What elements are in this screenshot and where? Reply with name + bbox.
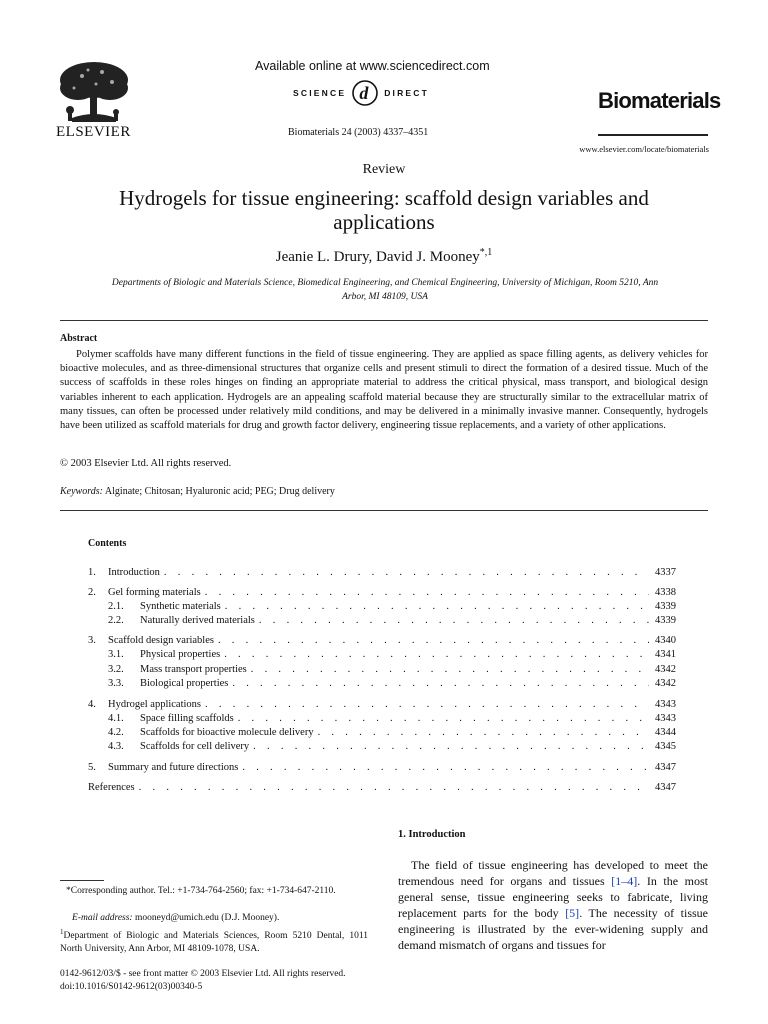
toc-row[interactable]	[88, 782, 676, 796]
keywords-list: Alginate; Chitosan; Hyaluronic acid; PEG; Drug delivery	[104, 486, 335, 497]
divider	[60, 320, 708, 321]
toc-leader-dots	[238, 713, 649, 724]
toc-page-number: 4340	[655, 635, 676, 646]
reference-link[interactable]: [1–4]	[611, 874, 638, 888]
toc-number: 3.2.	[108, 664, 124, 675]
toc-row[interactable]	[88, 664, 676, 678]
toc-leader-dots	[164, 567, 649, 578]
abstract-copyright: © 2003 Elsevier Ltd. All rights reserved.	[60, 458, 232, 469]
article-type: Review	[362, 162, 406, 177]
toc-page-number: 4342	[655, 664, 676, 675]
toc-row[interactable]	[88, 678, 676, 692]
toc-leader-dots	[225, 601, 649, 612]
toc-leader-dots	[205, 587, 649, 598]
department-footnote	[60, 926, 368, 956]
toc-row[interactable]	[88, 615, 676, 629]
toc-leader-dots	[139, 782, 649, 793]
introduction-paragraph	[398, 857, 708, 953]
dept-text: Department of Biologic and Materials Sciences, Room 5210 Dental, 1011 North University, Ann Arbor, MI 48109-1078, USA.	[60, 931, 368, 955]
toc-leader-dots	[232, 678, 649, 689]
toc-row[interactable]	[88, 713, 676, 727]
toc-row[interactable]	[88, 699, 676, 713]
toc-number: 1.	[88, 567, 96, 578]
toc-page-number: 4345	[655, 741, 676, 752]
toc-leader-dots	[218, 635, 649, 646]
toc-label: Gel forming materials	[108, 587, 201, 598]
toc-label: Naturally derived materials	[140, 615, 255, 626]
toc-number: 5.	[88, 762, 96, 773]
toc-page-number: 4339	[655, 615, 676, 626]
toc-page-number: 4347	[655, 762, 676, 773]
toc-leader-dots	[205, 699, 649, 710]
abstract-heading: Abstract	[60, 333, 98, 344]
article-authors	[60, 247, 708, 266]
intro-text-2: . In the most general sense, tissue engineering seeks to fabricate, living replacement parts for the body	[398, 874, 708, 920]
corresponding-author-footnote: *Corresponding author. Tel.: +1-734-764-2560; fax: +1-734-647-2110.	[66, 886, 336, 896]
toc-label: References	[88, 782, 135, 793]
toc-leader-dots	[251, 664, 649, 675]
toc-label: Mass transport properties	[140, 664, 247, 675]
toc-number: 4.1.	[108, 713, 124, 724]
toc-label: Biological properties	[140, 678, 229, 689]
keywords	[60, 486, 335, 497]
dept-footnote-mark: 1	[60, 928, 64, 936]
toc-label: Scaffolds for cell delivery	[140, 741, 250, 752]
toc-page-number: 4347	[655, 782, 676, 793]
toc-page-number: 4343	[655, 713, 676, 724]
toc-leader-dots	[259, 615, 649, 626]
toc-label: Hydrogel applications	[108, 699, 202, 710]
toc-page-number: 4341	[655, 649, 676, 660]
sd-left-text: SCIENCE	[293, 88, 347, 98]
toc-label: Scaffolds for bioactive molecule delivery	[140, 727, 314, 738]
toc-row[interactable]	[88, 587, 676, 601]
toc-leader-dots	[242, 762, 649, 773]
toc-row[interactable]	[88, 762, 676, 776]
intro-text-1: The field of tissue engineering has developed to meet the tremendous need for organs and tissues	[398, 858, 708, 888]
toc-leader-dots	[224, 649, 649, 660]
email-footnote	[60, 913, 279, 923]
toc-page-number: 4343	[655, 699, 676, 710]
toc-page-number: 4339	[655, 601, 676, 612]
email-label: E-mail address:	[72, 913, 133, 923]
author-footnote-mark[interactable]: *,1	[479, 247, 493, 258]
toc-leader-dots	[318, 727, 649, 738]
publisher-name: ELSEVIER	[56, 124, 131, 140]
toc-row[interactable]	[88, 741, 676, 755]
toc-row[interactable]	[88, 567, 676, 581]
intro-text-3: . The necessity of tissue engineering is illustrated by the ever-widening supply and demand mismatch of organs and tissues for	[398, 906, 708, 952]
doi-line[interactable]: doi:10.1016/S0142-9612(03)00340-5	[60, 982, 203, 992]
toc-row[interactable]	[88, 635, 676, 649]
toc-row[interactable]	[88, 727, 676, 741]
divider	[60, 510, 708, 511]
journal-divider	[598, 134, 708, 136]
toc-row[interactable]	[88, 649, 676, 663]
toc-leader-dots	[253, 741, 649, 752]
toc-number: 2.	[88, 587, 96, 598]
toc-number: 2.1.	[108, 601, 124, 612]
introduction-heading: 1. Introduction	[398, 829, 466, 840]
footnote-divider	[60, 880, 104, 881]
journal-citation: Biomaterials 24 (2003) 4337–4351	[288, 127, 429, 138]
sd-right-text: DIRECT	[384, 88, 430, 98]
toc-page-number: 4342	[655, 678, 676, 689]
reference-link[interactable]: [5]	[565, 906, 580, 920]
author-affiliation: Departments of Biologic and Materials Science, Biomedical Engineering, and Chemical Engineering, University of Michigan, Room 5210, Ann Arbor, MI 48109, USA	[111, 278, 659, 302]
toc-row[interactable]	[88, 601, 676, 615]
toc-number: 4.2.	[108, 727, 124, 738]
svg-text:d: d	[359, 83, 371, 103]
sciencedirect-logo	[293, 79, 429, 107]
available-online-link[interactable]: Available online at www.sciencedirect.com	[255, 59, 490, 73]
toc-label: Synthetic materials	[140, 601, 221, 612]
issn-line: 0142-9612/03/$ - see front matter © 2003 Elsevier Ltd. All rights reserved.	[60, 969, 346, 979]
toc-number: 3.	[88, 635, 96, 646]
toc-page-number: 4338	[655, 587, 676, 598]
toc-label: Introduction	[108, 567, 160, 578]
toc-number: 3.3.	[108, 678, 124, 689]
toc-label: Physical properties	[140, 649, 221, 660]
toc-page-number: 4344	[655, 727, 676, 738]
abstract-body: Polymer scaffolds have many different functions in the field of tissue engineering. They are applied as space filling agents, as delivery vehicles for bioactive molecules, and as three-dimensional structures that organize cells and present stimuli to direct the formation of a desired tissue. Much of the success of scaffolds in these roles hinges on finding an appropriate material to address the critical physical, mass transport, and biological design variables inherent to each application. Hydrogels are an appealing scaffold material because they are structurally similar to the extracellular matrix of many tissues, can often be processed under relatively mild conditions, and may be delivered in a minimally invasive manner. Consequently, hydrogels have been utilized as scaffold materials for drug and growth factor delivery, engineering tissue replacements, and a variety of other applications.	[60, 349, 708, 432]
author-names: Jeanie L. Drury, David J. Mooney	[275, 249, 480, 265]
toc-number: 4.	[88, 699, 96, 710]
keywords-label: Keywords:	[60, 486, 103, 497]
toc-number: 2.2.	[108, 615, 124, 626]
journal-url-link[interactable]: www.elsevier.com/locate/biomaterials	[579, 144, 709, 154]
email-address[interactable]: mooneyd@umich.edu (D.J. Mooney).	[134, 913, 280, 923]
toc-label: Space filling scaffolds	[140, 713, 234, 724]
toc-number: 3.1.	[108, 649, 124, 660]
sciencedirect-d-icon	[351, 79, 379, 107]
toc-label: Scaffold design variables	[108, 635, 214, 646]
article-title: Hydrogels for tissue engineering: scaffold design variables and applications	[119, 186, 649, 234]
journal-title: Biomaterials	[598, 88, 721, 113]
toc-page-number: 4337	[655, 567, 676, 578]
contents-heading: Contents	[88, 538, 127, 549]
toc-label: Summary and future directions	[108, 762, 239, 773]
toc-number: 4.3.	[108, 741, 124, 752]
